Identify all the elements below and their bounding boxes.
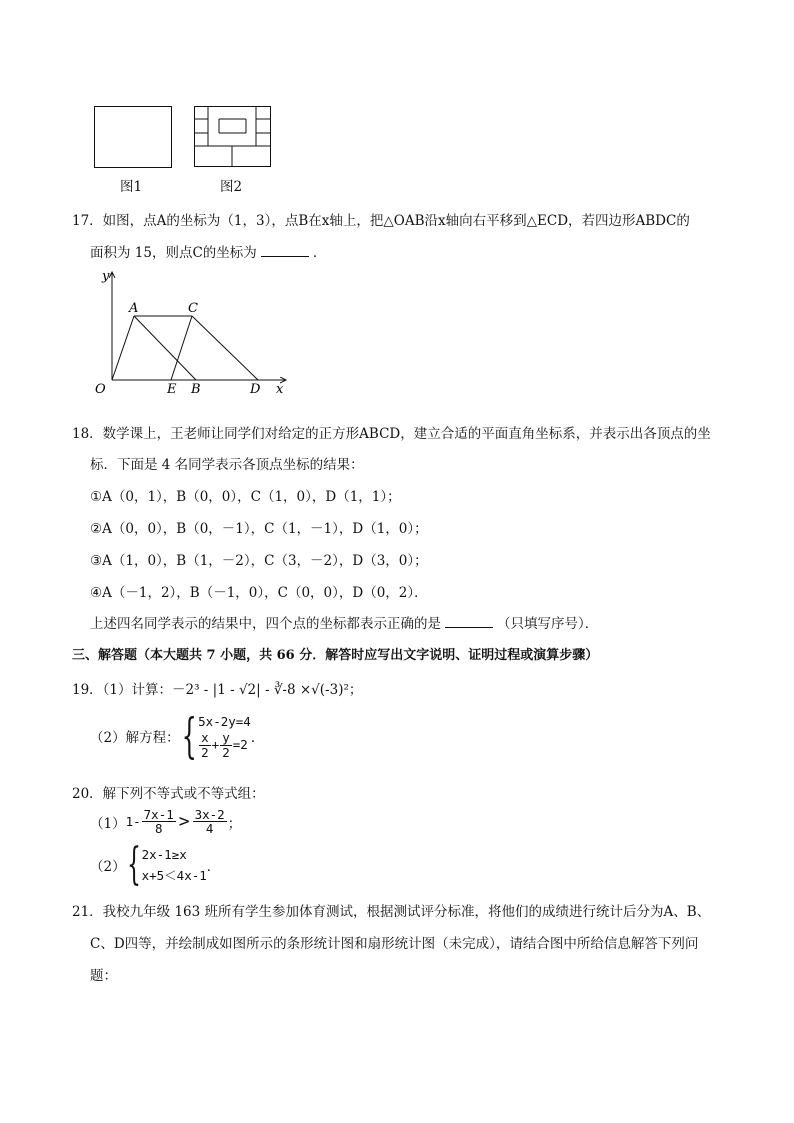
q20-part-2 — [90, 839, 221, 890]
q20-p1-num-1: 7x-1 — [143, 807, 174, 822]
label-A: A — [129, 301, 139, 316]
q18-conclusion-text: 上述四名同学表示的结果中，四个点的坐标都表示正确的是 — [90, 616, 441, 632]
q19-eq2-den-2: 2 — [222, 744, 230, 760]
q20-part-2-label: （2） — [90, 859, 126, 875]
q18-line-2: 标．下面是 4 名同学表示各顶点坐标的结果： — [90, 457, 364, 473]
segment-EC — [171, 316, 192, 380]
figure-2 — [194, 106, 270, 166]
q17-line-2-end: ． — [312, 245, 327, 261]
q19-eq2-rhs: =2 — [232, 737, 248, 752]
label-y: y — [102, 269, 110, 284]
q20-p1-num-2: 3x-2 — [194, 807, 225, 822]
q21-line-2: C、D四等，并绘制成如图所示的条形统计图和扇形统计图（未完成），请结合图中所给信息解答下列问 — [90, 936, 699, 952]
q20-ineq-2: x+5＜4x-1 — [141, 868, 207, 883]
q19-part-1: 19．（1）计算：－2³ - |1 - √2| - ∛-8 ×√(-3)²； — [72, 682, 363, 698]
q19-eq2-den-1: 2 — [201, 744, 209, 760]
q20-title: 20．解下列不等式或不等式组： — [72, 786, 265, 802]
q20-part-1-math — [126, 808, 228, 835]
figure-2-caption: 图2 — [220, 179, 243, 195]
q20-part-2-end: ． — [206, 859, 221, 875]
q18-option-4: ④A（－1，2），B（－1，0），C（0，0），D（0，2）． — [90, 585, 428, 601]
q18-option-2: ②A（0，0），B（0，－1），C（1，－1），D（1，0）； — [90, 521, 428, 537]
label-O: O — [95, 382, 106, 397]
q19-eq2-x: x — [201, 730, 209, 746]
q18-conclusion-end: （只填写序号）． — [497, 616, 599, 632]
q17-line-2-text: 面积为 15，则点C的坐标为 — [90, 245, 257, 261]
label-C: C — [188, 301, 198, 316]
q19-end: ． — [250, 730, 265, 746]
q19-eq-2 — [198, 731, 251, 758]
q20-p1-op: > — [178, 811, 190, 833]
q19-eq2-plus: + — [211, 737, 220, 752]
q19-part-2-label: （2）解方程： — [90, 730, 180, 746]
q18-line-1: 18．数学课上，王老师让同学们对给定的正方形ABCD，建立合适的平面直角坐标系，并表示出各顶点的坐 — [72, 426, 711, 442]
q18-option-1: ①A（0，1），B（0，0），C（1，0），D（1，1）； — [90, 489, 401, 505]
q20-part-1 — [90, 808, 241, 835]
q20-p1-den-1: 8 — [154, 821, 163, 837]
q19-part-2 — [90, 708, 265, 764]
q21-line-1: 21．我校九年级 163 班所有学生参加体育测试，根据测试评分标准，将他们的成绩进行统计后分为A、B、 — [72, 904, 711, 920]
segment-CD — [192, 316, 258, 380]
q17-graph — [88, 266, 293, 398]
label-x: x — [276, 382, 284, 397]
q20-part-1-end: ； — [227, 815, 242, 832]
segment-AB — [134, 316, 196, 380]
label-B: B — [191, 382, 201, 397]
section-3-title: 三、解答题（本大题共 7 小题，共 66 分．解答时应写出文字说明、证明过程或演算步骤） — [72, 648, 599, 663]
q19-eq-1: 5x-2y=4 — [198, 714, 251, 730]
figure-1-caption: 图1 — [120, 179, 143, 195]
q20-p1-den-2: 4 — [205, 821, 214, 837]
q20-system — [142, 844, 207, 887]
q20-p1-lhs: 1- — [125, 814, 141, 830]
q18-answer-blank[interactable] — [445, 615, 493, 628]
q18-option-3: ③A（1，0），B（1，－2），C（3，－2），D（3，0）； — [90, 553, 428, 569]
segment-OA — [112, 316, 134, 380]
q17-line-1: 17．如图，点A的坐标为（1，3），点B在x轴上，把△OAB沿x轴向右平移到△ECD，若四边形ABDC的 — [72, 213, 690, 229]
q19-system — [198, 713, 251, 758]
q19-brace: { — [181, 708, 197, 764]
label-E: E — [167, 382, 177, 397]
q18-conclusion — [90, 612, 598, 632]
label-D: D — [250, 382, 261, 397]
figure-1 — [94, 106, 172, 168]
q17-line-2 — [90, 241, 326, 261]
q20-part-1-label: （1） — [90, 815, 126, 832]
q20-ineq-1: 2x-1≥x — [141, 846, 187, 862]
q17-answer-blank[interactable] — [261, 244, 309, 257]
q21-line-3: 题： — [90, 968, 117, 984]
q20-brace: { — [126, 839, 141, 890]
q19-eq2-y: y — [222, 730, 230, 746]
